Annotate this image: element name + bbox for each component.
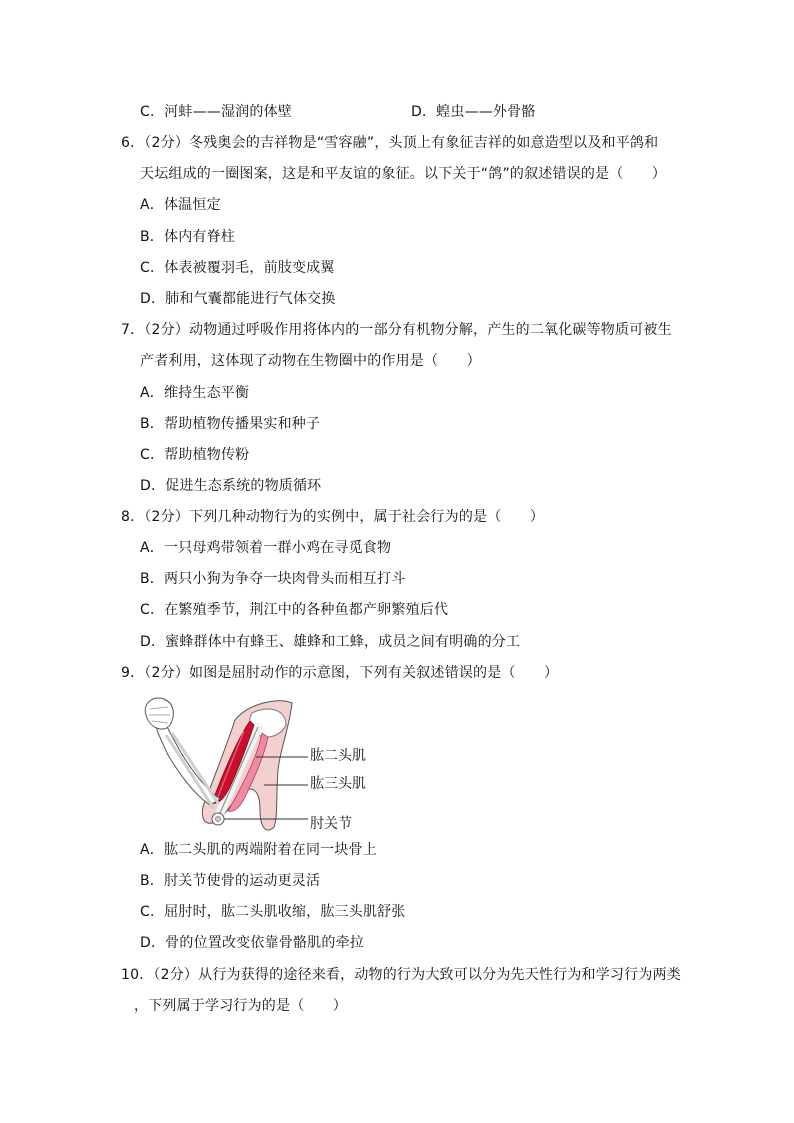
biceps-label: 肱二头肌 <box>310 748 366 764</box>
elbow-joint-label: 肘关节 <box>310 816 352 832</box>
q7-stem-line2: 产者利用，这体现了动物在生物圈中的作用是（ ） <box>140 353 481 369</box>
q10-stem-line1: 10．（2分）从行为获得的途径来看，动物的行为大致可以分为先天性行为和学习行为两类 <box>121 967 681 983</box>
q8-stem-line1: 8．（2分）下列几种动物行为的实例中，属于社会行为的是（ ） <box>121 509 545 525</box>
q5-option-c: C．河蚌——湿润的体壁 <box>140 104 292 120</box>
q7-stem-line1: 7．（2分）动物通过呼吸作用将体内的一部分有机物分解，产生的二氧化碳等物质可被生 <box>121 322 672 338</box>
q5-option-d: D．蝗虫——外骨骼 <box>411 104 536 120</box>
q7-option-a: A．维持生态平衡 <box>140 385 250 401</box>
q10-stem-line2: ，下列属于学习行为的是（ ） <box>134 998 347 1014</box>
q6-option-d: D．肺和气囊都能进行气体交换 <box>140 291 336 307</box>
q6-stem-line2: 天坛组成的一圈图案，这是和平友谊的象征。以下关于“鸽”的叙述错误的是（ ） <box>140 166 667 182</box>
q9-option-b: B．肘关节使骨的运动更灵活 <box>140 873 321 889</box>
q6-stem-line1: 6．（2分）冬残奥会的吉祥物是“雪容融”，头顶上有象征吉祥的如意造型以及和平鸽和 <box>121 135 659 151</box>
q8-option-d: D．蜜蜂群体中有蜂王、雄蜂和工蜂，成员之间有明确的分工 <box>140 634 521 650</box>
q6-option-b: B．体内有脊柱 <box>140 229 236 245</box>
q7-option-c: C．帮助植物传粉 <box>140 447 250 463</box>
q6-option-a: A．体温恒定 <box>140 197 221 213</box>
q8-option-a: A．一只母鸡带领着一群小鸡在寻觅食物 <box>140 540 392 556</box>
q7-option-d: D．促进生态系统的物质循环 <box>140 478 322 494</box>
triceps-label: 肱三头肌 <box>310 776 366 792</box>
q6-option-c: C．体表被覆羽毛，前肢变成翼 <box>140 260 335 276</box>
arm-diagram-illustration <box>140 695 400 835</box>
q9-stem-line1: 9．（2分）如图是屈肘动作的示意图，下列有关叙述错误的是（ ） <box>121 665 559 681</box>
q7-option-b: B．帮助植物传播果实和种子 <box>140 416 321 432</box>
q9-option-a: A．肱二头肌的两端附着在同一块骨上 <box>140 842 377 858</box>
q9-option-c: C．屈肘时，肱二头肌收缩，肱三头肌舒张 <box>140 904 406 920</box>
elbow-flexion-figure <box>140 695 400 835</box>
q9-option-d: D．骨的位置改变依靠骨骼肌的牵拉 <box>140 935 364 951</box>
q8-option-c: C．在繁殖季节，荆江中的各种鱼都产卵繁殖后代 <box>140 602 449 618</box>
q8-option-b: B．两只小狗为争夺一块肉骨头而相互打斗 <box>140 571 406 587</box>
